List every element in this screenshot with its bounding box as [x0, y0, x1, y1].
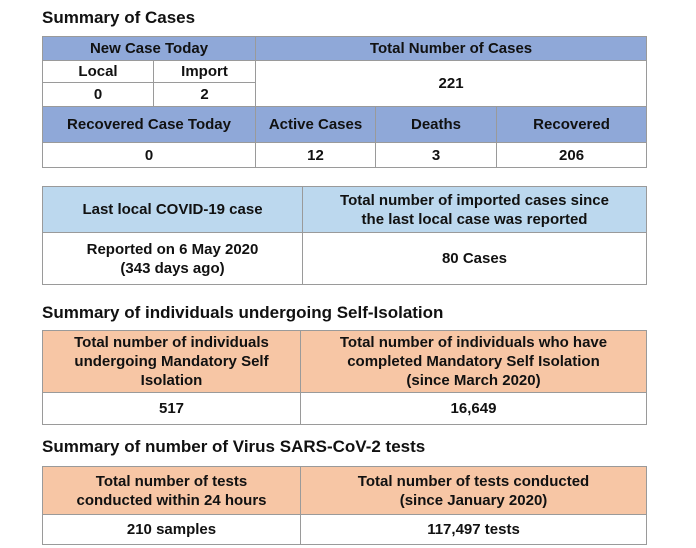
active-cases-header: Active Cases: [256, 107, 376, 143]
tests-since-jan-header: Total number of tests conducted (since January 2020): [301, 467, 647, 515]
total-cases-value: 221: [256, 61, 647, 107]
recovered-today-value: 0: [43, 143, 256, 168]
recovered-value: 206: [497, 143, 647, 168]
tests-24h-header: Total number of tests conducted within 24 hours: [43, 467, 301, 515]
completed-isolation-header: Total number of individuals who have completed Mandatory Self Isolation (since March 2020): [301, 331, 647, 393]
import-label: Import: [154, 61, 256, 83]
last-local-case-table: [42, 186, 647, 285]
undergoing-isolation-value: 517: [43, 393, 301, 425]
imported-cases-value: 80 Cases: [303, 233, 647, 285]
tests-table: [42, 466, 647, 545]
total-number-of-cases-header: Total Number of Cases: [256, 37, 647, 61]
imported-since-last-case-header: Total number of imported cases since the last local case was reported: [303, 187, 647, 233]
deaths-value: 3: [376, 143, 497, 168]
deaths-header: Deaths: [376, 107, 497, 143]
self-isolation-heading: Summary of individuals undergoing Self-Isolation: [42, 303, 444, 322]
last-local-case-reported-value: Reported on 6 May 2020 (343 days ago): [43, 233, 303, 285]
local-value: 0: [43, 83, 154, 107]
last-local-case-header: Last local COVID-19 case: [43, 187, 303, 233]
new-case-today-header: New Case Today: [43, 37, 256, 61]
completed-isolation-value: 16,649: [301, 393, 647, 425]
undergoing-isolation-header: Total number of individuals undergoing Mandatory Self Isolation: [43, 331, 301, 393]
tests-24h-value: 210 samples: [43, 515, 301, 545]
summary-of-cases-table: [42, 36, 647, 168]
summary-of-cases-heading: Summary of Cases: [42, 8, 196, 27]
active-cases-value: 12: [256, 143, 376, 168]
import-value: 2: [154, 83, 256, 107]
local-label: Local: [43, 61, 154, 83]
recovered-header: Recovered: [497, 107, 647, 143]
self-isolation-table: [42, 330, 647, 425]
tests-since-jan-value: 117,497 tests: [301, 515, 647, 545]
recovered-case-today-header: Recovered Case Today: [43, 107, 256, 143]
tests-heading: Summary of number of Virus SARS-CoV-2 tests: [42, 437, 426, 456]
